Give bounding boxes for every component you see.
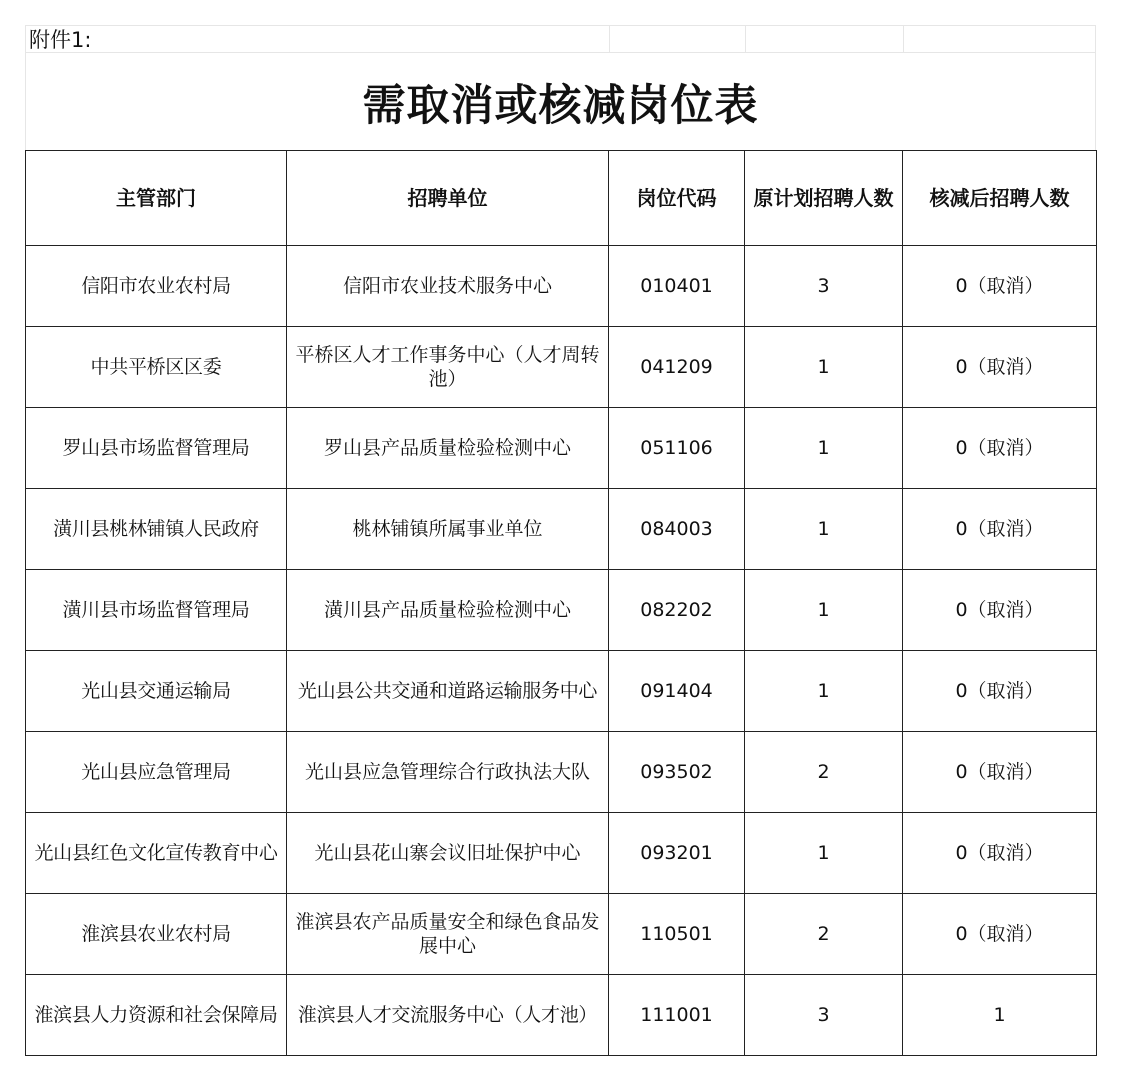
cell-unit: 信阳市农业技术服务中心: [287, 246, 609, 327]
table-row: [26, 408, 1097, 489]
cell-planned: 1: [745, 813, 903, 894]
cell-dept: 光山县应急管理局: [26, 732, 287, 813]
header-dept: 主管部门: [26, 151, 287, 246]
table-row: [26, 651, 1097, 732]
table-row: [26, 894, 1097, 975]
cell-code: 111001: [609, 975, 745, 1056]
cell-dept: 淮滨县农业农村局: [26, 894, 287, 975]
cell-unit: 光山县公共交通和道路运输服务中心: [287, 651, 609, 732]
cell-code: 082202: [609, 570, 745, 651]
cell-dept: 信阳市农业农村局: [26, 246, 287, 327]
table-row: [26, 813, 1097, 894]
cell-after: 0（取消）: [903, 489, 1097, 570]
cell-planned: 3: [745, 975, 903, 1056]
cell-code: 084003: [609, 489, 745, 570]
table-row: [26, 975, 1097, 1056]
cell-planned: 1: [745, 489, 903, 570]
attachment-row: [25, 25, 1096, 53]
cell-unit: 桃林铺镇所属事业单位: [287, 489, 609, 570]
cell-after: 0（取消）: [903, 408, 1097, 489]
cell-code: 051106: [609, 408, 745, 489]
cell-unit: 平桥区人才工作事务中心（人才周转池）: [287, 327, 609, 408]
cell-dept: 中共平桥区区委: [26, 327, 287, 408]
cell-code: 041209: [609, 327, 745, 408]
cell-code: 010401: [609, 246, 745, 327]
cell-planned: 1: [745, 570, 903, 651]
cell-planned: 3: [745, 246, 903, 327]
cell-unit: 淮滨县人才交流服务中心（人才池）: [287, 975, 609, 1056]
header-unit: 招聘单位: [287, 151, 609, 246]
cell-unit: 光山县应急管理综合行政执法大队: [287, 732, 609, 813]
cell-unit: 淮滨县农产品质量安全和绿色食品发展中心: [287, 894, 609, 975]
cell-dept: 潢川县桃林铺镇人民政府: [26, 489, 287, 570]
table-row: [26, 732, 1097, 813]
table-row: [26, 246, 1097, 327]
table-header-row: [26, 151, 1097, 246]
header-after: 核减后招聘人数: [903, 151, 1097, 246]
cell-after: 0（取消）: [903, 651, 1097, 732]
cell-planned: 1: [745, 327, 903, 408]
table-row: [26, 327, 1097, 408]
cell-after: 0（取消）: [903, 327, 1097, 408]
table-row: [26, 489, 1097, 570]
cell-dept: 光山县交通运输局: [26, 651, 287, 732]
cell-dept: 罗山县市场监督管理局: [26, 408, 287, 489]
attachment-label: 附件1:: [29, 28, 92, 52]
cell-planned: 2: [745, 732, 903, 813]
cell-dept: 光山县红色文化宣传教育中心: [26, 813, 287, 894]
cell-code: 091404: [609, 651, 745, 732]
cell-after: 0（取消）: [903, 246, 1097, 327]
grid-line: [745, 26, 746, 52]
cell-planned: 2: [745, 894, 903, 975]
cell-unit: 光山县花山寨会议旧址保护中心: [287, 813, 609, 894]
cell-planned: 1: [745, 408, 903, 489]
cell-code: 093201: [609, 813, 745, 894]
cell-unit: 罗山县产品质量检验检测中心: [287, 408, 609, 489]
grid-line: [609, 26, 610, 52]
cell-planned: 1: [745, 651, 903, 732]
page-title: 需取消或核减岗位表: [362, 81, 759, 131]
cell-after: 0（取消）: [903, 570, 1097, 651]
cell-code: 110501: [609, 894, 745, 975]
cell-after: 0（取消）: [903, 813, 1097, 894]
cell-dept: 淮滨县人力资源和社会保障局: [26, 975, 287, 1056]
cell-code: 093502: [609, 732, 745, 813]
title-row: [25, 53, 1096, 150]
cell-unit: 潢川县产品质量检验检测中心: [287, 570, 609, 651]
grid-line: [903, 26, 904, 52]
positions-table: [25, 150, 1097, 1056]
header-planned: 原计划招聘人数: [745, 151, 903, 246]
cell-after: 0（取消）: [903, 894, 1097, 975]
cell-after: 0（取消）: [903, 732, 1097, 813]
table-row: [26, 570, 1097, 651]
spreadsheet-sheet: [25, 25, 1096, 1056]
cell-dept: 潢川县市场监督管理局: [26, 570, 287, 651]
cell-after: 1: [903, 975, 1097, 1056]
header-code: 岗位代码: [609, 151, 745, 246]
